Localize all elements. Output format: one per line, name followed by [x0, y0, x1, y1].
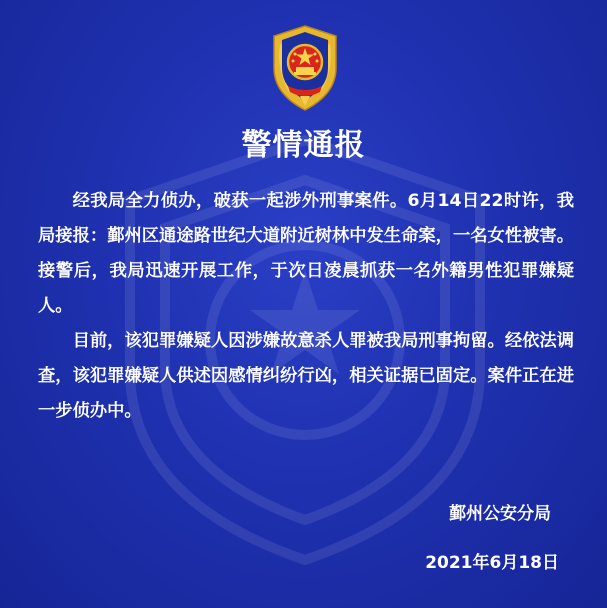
body-paragraph: 目前，该犯罪嫌疑人因涉嫌故意杀人罪被我局刑事拘留。经依法调查，该犯罪嫌疑人供述因感情纠纷行凶，相关证据已固定。案件正在进一步侦办中。 [38, 331, 574, 421]
notice-body [38, 184, 574, 429]
body-paragraph: 经我局全力侦办，破获一起涉外刑事案件。6月14日22时许，我局接报：鄞州区通途路世纪大道附近树林中发生命案，一名女性被害。接警后，我局迅速开展工作，于次日凌晨抓获一名外籍男性犯罪嫌疑人。 [38, 191, 574, 316]
police-emblem-icon [270, 24, 340, 112]
page-title: 警情通报 [241, 128, 366, 163]
issuer-signature: 鄞州公安分局 [449, 504, 551, 524]
issue-date: 2021年6月18日 [425, 553, 559, 573]
